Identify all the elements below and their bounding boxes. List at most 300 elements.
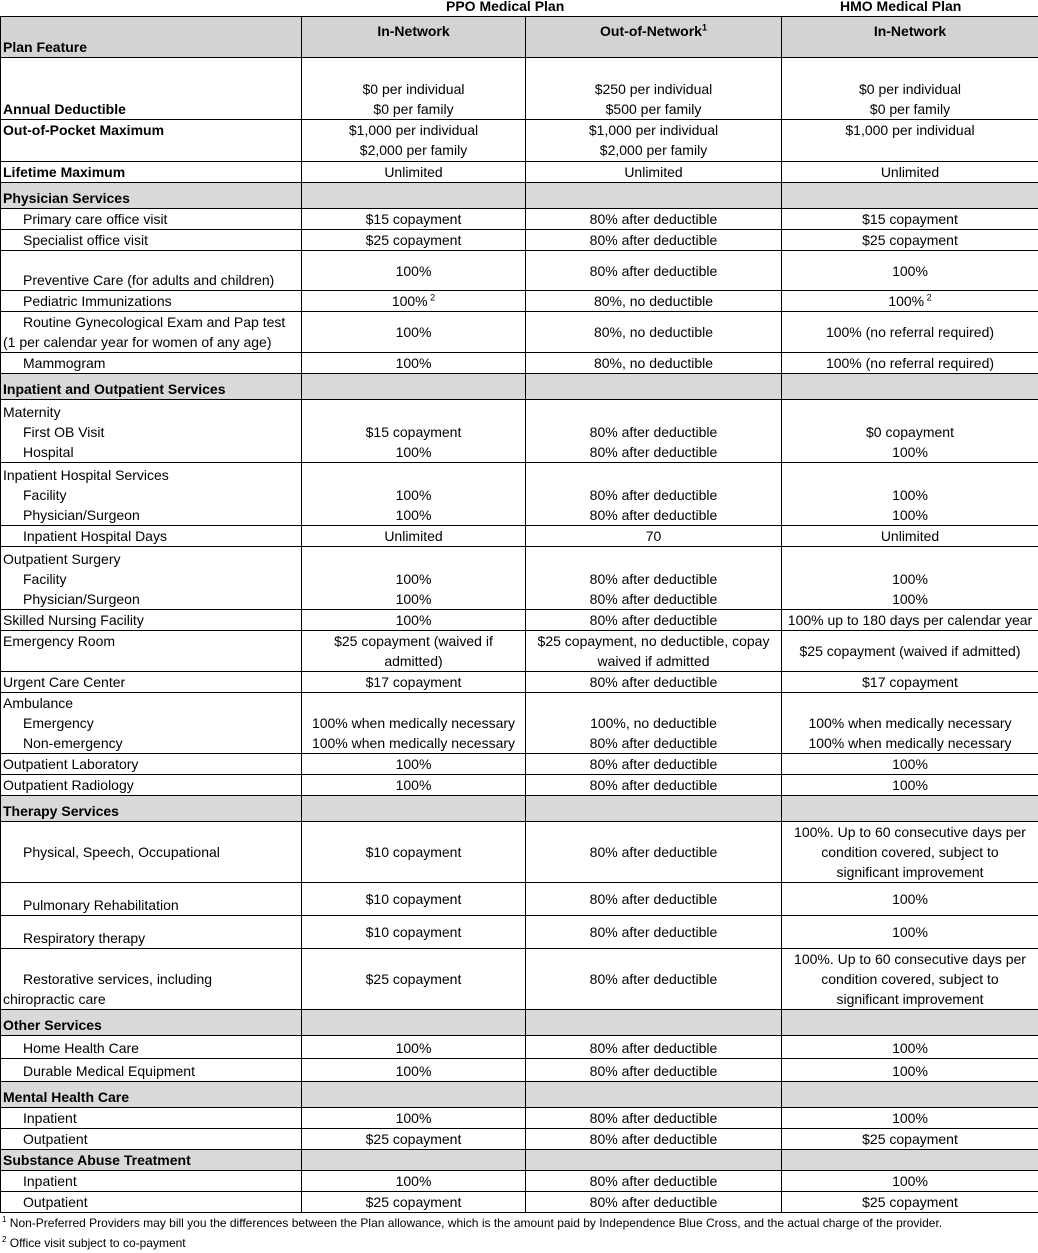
value-cell	[526, 916, 782, 949]
value-cell	[526, 58, 782, 120]
row-label-line: chiropractic care	[3, 989, 299, 1009]
table-row	[1, 463, 1038, 526]
row-label-line: Out-of-Pocket Maximum	[3, 120, 299, 140]
value-line: waived if admitted	[528, 651, 779, 671]
value-line: 80% after deductible	[528, 1129, 779, 1149]
table-row	[1, 1192, 1038, 1213]
value-line: $25 copayment	[304, 230, 523, 250]
value-cell	[526, 672, 782, 693]
value-line: 80% after deductible	[528, 1108, 779, 1128]
row-label	[1, 312, 302, 353]
value-line: Unlimited	[304, 526, 523, 546]
table-row	[1, 1036, 1038, 1059]
value-line: 80% after deductible	[528, 422, 779, 442]
section-title: Physician Services	[1, 183, 302, 209]
row-label-line: Inpatient	[3, 1108, 299, 1128]
value-cell	[526, 883, 782, 916]
table-row	[1, 162, 1038, 183]
value-cell	[782, 526, 1038, 547]
value-line: $250 per individual	[528, 79, 779, 99]
section-row	[1, 183, 1038, 209]
row-label	[1, 822, 302, 883]
value-line: 100% (no referral required)	[784, 322, 1036, 342]
value-cell	[782, 693, 1038, 754]
benefits-table	[0, 16, 1038, 1213]
value-line: 80% after deductible	[528, 1171, 779, 1191]
value-line: 100%. Up to 60 consecutive days per	[784, 949, 1036, 969]
table-row	[1, 610, 1038, 631]
value-cell	[302, 162, 526, 183]
value-line: 80% after deductible	[528, 1038, 779, 1058]
group-heading: Outpatient Surgery	[3, 549, 299, 569]
value-line: 80% after deductible	[528, 261, 779, 281]
table-row	[1, 312, 1038, 353]
value-line: $0 per individual	[784, 79, 1036, 99]
row-label	[1, 1108, 302, 1129]
value-line: 100%	[304, 1038, 523, 1058]
value-line: 100% when medically necessary	[304, 713, 523, 733]
row-label-line: (1 per calendar year for women of any age)	[3, 332, 299, 352]
table-row	[1, 754, 1038, 775]
value-cell	[782, 209, 1038, 230]
value-line: $25 copayment	[304, 969, 523, 989]
value-cell	[302, 230, 526, 251]
table-row	[1, 883, 1038, 916]
row-label	[1, 693, 302, 754]
value-line: 80% after deductible	[528, 733, 779, 753]
footnotes	[0, 1213, 1038, 1253]
value-cell	[302, 251, 526, 291]
row-label-line: Pulmonary Rehabilitation	[3, 895, 299, 915]
group-item-label: Physician/Surgeon	[3, 589, 299, 609]
value-line: 100% when medically necessary	[784, 733, 1036, 753]
row-label-line: Pediatric Immunizations	[3, 291, 299, 311]
group-item-label: Emergency	[3, 713, 299, 733]
value-cell	[782, 162, 1038, 183]
section-row	[1, 1010, 1038, 1036]
value-cell	[782, 1129, 1038, 1150]
group-heading: Ambulance	[3, 693, 299, 713]
group-item-label: Hospital	[3, 442, 299, 462]
value-line: 100% (no referral required)	[784, 353, 1036, 373]
row-label-line: Durable Medical Equipment	[3, 1061, 299, 1081]
section-empty-cell	[302, 374, 526, 400]
group-item-label: Physician/Surgeon	[3, 505, 299, 525]
value-cell	[302, 693, 526, 754]
section-empty-cell	[302, 796, 526, 822]
section-title: Inpatient and Outpatient Services	[1, 374, 302, 400]
value-line: $25 copayment	[784, 230, 1036, 250]
value-line: $1,000 per individual	[304, 120, 523, 140]
value-cell	[302, 775, 526, 796]
value-cell	[526, 949, 782, 1010]
value-cell	[302, 209, 526, 230]
group-item-label: Non-emergency	[3, 733, 299, 753]
value-cell	[782, 291, 1038, 312]
value-cell	[302, 672, 526, 693]
value-cell	[302, 631, 526, 672]
table-row	[1, 526, 1038, 547]
value-cell	[526, 693, 782, 754]
row-label-line: Specialist office visit	[3, 230, 299, 250]
value-cell	[782, 251, 1038, 291]
value-cell	[782, 58, 1038, 120]
value-line: 100%	[784, 754, 1036, 774]
row-label-line: Annual Deductible	[3, 99, 299, 119]
value-line: 80%, no deductible	[528, 322, 779, 342]
value-cell	[526, 463, 782, 526]
row-label-line: Skilled Nursing Facility	[3, 610, 299, 630]
value-cell	[782, 547, 1038, 610]
row-label	[1, 463, 302, 526]
row-label-line: Outpatient	[3, 1129, 299, 1149]
value-line: 100%	[784, 1038, 1036, 1058]
value-cell	[526, 209, 782, 230]
value-line: 80% after deductible	[528, 610, 779, 630]
section-empty-cell	[302, 1150, 526, 1171]
value-line: $25 copayment	[784, 1129, 1036, 1149]
value-line: $25 copayment (waived if admitted)	[784, 641, 1036, 661]
value-line: 100%. Up to 60 consecutive days per	[784, 822, 1036, 842]
value-line: $10 copayment	[304, 889, 523, 909]
row-label-line: Home Health Care	[3, 1038, 299, 1058]
value-cell	[526, 754, 782, 775]
row-label-line: Outpatient	[3, 1192, 299, 1212]
value-cell	[302, 883, 526, 916]
value-line: $15 copayment	[784, 209, 1036, 229]
footnote-text: Office visit subject to co-payment	[6, 1236, 185, 1250]
value-line: significant improvement	[784, 989, 1036, 1009]
value-cell	[302, 822, 526, 883]
row-label	[1, 291, 302, 312]
table-row	[1, 120, 1038, 162]
value-line: $25 copayment (waived if	[304, 631, 523, 651]
group-heading: Maternity	[3, 402, 299, 422]
value-cell	[302, 949, 526, 1010]
value-line: $17 copayment	[784, 672, 1036, 692]
section-row	[1, 374, 1038, 400]
value-line: 80% after deductible	[528, 589, 779, 609]
section-row	[1, 1150, 1038, 1171]
table-row	[1, 58, 1038, 120]
value-line: 100%	[304, 610, 523, 630]
value-line: 100%	[784, 1171, 1036, 1191]
header-plan-feature: Plan Feature	[1, 17, 302, 58]
hmo-plan-title: HMO Medical Plan	[840, 0, 961, 14]
value-line: 100% when medically necessary	[304, 733, 523, 753]
row-label	[1, 400, 302, 463]
value-cell	[302, 1036, 526, 1059]
value-cell	[782, 400, 1038, 463]
value-cell	[782, 463, 1038, 526]
value-line: 100%	[304, 775, 523, 795]
value-line: 80%, no deductible	[528, 353, 779, 373]
value-line: 100%	[784, 775, 1036, 795]
plan-heading-row	[0, 0, 1038, 16]
value-cell	[526, 120, 782, 162]
value-line: significant improvement	[784, 862, 1036, 882]
value-line: 100%	[784, 485, 1036, 505]
value-line: 100%	[304, 1061, 523, 1081]
row-label-line: Primary care office visit	[3, 209, 299, 229]
value-cell	[782, 1036, 1038, 1059]
table-row	[1, 230, 1038, 251]
value-line: 80% after deductible	[528, 230, 779, 250]
table-row	[1, 693, 1038, 754]
value-cell	[302, 526, 526, 547]
value-line: 70	[528, 526, 779, 546]
value-line: 80% after deductible	[528, 922, 779, 942]
value-cell	[782, 1171, 1038, 1192]
value-line: Unlimited	[784, 526, 1036, 546]
value-line: 100%, no deductible	[528, 713, 779, 733]
section-empty-cell	[526, 1150, 782, 1171]
row-label	[1, 610, 302, 631]
value-cell	[526, 1036, 782, 1059]
value-cell	[526, 1108, 782, 1129]
value-line: 80% after deductible	[528, 209, 779, 229]
value-cell	[302, 312, 526, 353]
row-label-line: Restorative services, including	[3, 969, 299, 989]
row-label	[1, 162, 302, 183]
value-line: $500 per family	[528, 99, 779, 119]
value-cell	[782, 916, 1038, 949]
value-line: 80% after deductible	[528, 672, 779, 692]
value-cell	[526, 775, 782, 796]
value-cell	[782, 353, 1038, 374]
value-line: $15 copayment	[304, 209, 523, 229]
row-label	[1, 949, 302, 1010]
table-row	[1, 1171, 1038, 1192]
value-cell	[782, 312, 1038, 353]
value-line: 100%	[304, 485, 523, 505]
value-line: 100%	[784, 1061, 1036, 1081]
section-empty-cell	[782, 1082, 1038, 1108]
value-cell	[526, 400, 782, 463]
value-line: 80% after deductible	[528, 754, 779, 774]
row-label	[1, 120, 302, 162]
section-empty-cell	[782, 1150, 1038, 1171]
row-label-line: Inpatient Hospital Days	[3, 526, 299, 546]
value-line: $0 per individual	[304, 79, 523, 99]
value-line: 100%	[784, 589, 1036, 609]
value-line: $0 per family	[784, 99, 1036, 119]
value-cell	[302, 1059, 526, 1082]
value-cell	[526, 822, 782, 883]
value-cell	[526, 251, 782, 291]
table-row	[1, 672, 1038, 693]
header-hmo-in-network: In-Network	[782, 17, 1038, 58]
value-line: Unlimited	[784, 162, 1036, 182]
footnote	[0, 1213, 1038, 1233]
value-line: condition covered, subject to	[784, 842, 1036, 862]
row-label	[1, 631, 302, 672]
row-label	[1, 1129, 302, 1150]
value-line: condition covered, subject to	[784, 969, 1036, 989]
value-line: $0 per family	[304, 99, 523, 119]
value-line: 100%	[784, 261, 1036, 281]
section-empty-cell	[526, 1082, 782, 1108]
value-cell	[782, 230, 1038, 251]
value-line: $2,000 per family	[528, 140, 779, 160]
footnote-marker: 2	[924, 292, 932, 302]
table-header-row	[1, 17, 1038, 58]
table-row	[1, 631, 1038, 672]
value-line: $17 copayment	[304, 672, 523, 692]
row-label	[1, 754, 302, 775]
group-item-label: First OB Visit	[3, 422, 299, 442]
value-line: $25 copayment	[784, 1192, 1036, 1212]
value-line: 100%	[304, 353, 523, 373]
value-line: Unlimited	[528, 162, 779, 182]
value-line: 80% after deductible	[528, 842, 779, 862]
value-line: 100%	[304, 442, 523, 462]
value-line: 80% after deductible	[528, 505, 779, 525]
value-line: 100% up to 180 days per calendar year	[784, 610, 1036, 630]
value-line: 80% after deductible	[528, 1061, 779, 1081]
group-item-label: Facility	[3, 569, 299, 589]
row-label	[1, 353, 302, 374]
row-label	[1, 1059, 302, 1082]
value-cell	[526, 1129, 782, 1150]
value-line: 80% after deductible	[528, 889, 779, 909]
table-row	[1, 547, 1038, 610]
row-label	[1, 526, 302, 547]
value-cell	[526, 610, 782, 631]
value-cell	[782, 754, 1038, 775]
value-line: 100% when medically necessary	[784, 713, 1036, 733]
footnote-marker: 2	[428, 292, 436, 302]
value-cell	[302, 916, 526, 949]
row-label	[1, 209, 302, 230]
table-row	[1, 400, 1038, 463]
footnote-text: Non-Preferred Providers may bill you the differences between the Plan allowance, which is the amount paid by Independence Blue Cross, and the actual charge of the provider.	[6, 1216, 942, 1230]
value-line: $25 copayment	[304, 1129, 523, 1149]
value-cell	[302, 1129, 526, 1150]
row-label-line: Mammogram	[3, 353, 299, 373]
value-cell	[526, 1059, 782, 1082]
table-row	[1, 251, 1038, 291]
value-cell	[526, 526, 782, 547]
value-cell	[302, 610, 526, 631]
section-empty-cell	[302, 1010, 526, 1036]
header-ppo-in-network: In-Network	[302, 17, 526, 58]
value-cell	[782, 631, 1038, 672]
value-line: $2,000 per family	[304, 140, 523, 160]
table-row	[1, 822, 1038, 883]
value-line: 100%	[304, 569, 523, 589]
value-line: 80% after deductible	[528, 442, 779, 462]
row-label-line: Outpatient Radiology	[3, 775, 299, 795]
value-cell	[526, 162, 782, 183]
value-line: $25 copayment	[304, 1192, 523, 1212]
section-title: Therapy Services	[1, 796, 302, 822]
section-empty-cell	[526, 183, 782, 209]
section-empty-cell	[782, 183, 1038, 209]
value-line: 100%	[784, 922, 1036, 942]
section-empty-cell	[526, 374, 782, 400]
value-cell	[302, 291, 526, 312]
value-line: $10 copayment	[304, 842, 523, 862]
value-line: 80% after deductible	[528, 485, 779, 505]
value-line: admitted)	[304, 651, 523, 671]
row-label	[1, 883, 302, 916]
section-empty-cell	[782, 796, 1038, 822]
value-line: 100%	[304, 1171, 523, 1191]
row-label-line: Physical, Speech, Occupational	[3, 842, 299, 862]
footnote-mark: 2	[2, 1235, 6, 1244]
value-line: $25 copayment, no deductible, copay	[528, 631, 779, 651]
row-label	[1, 775, 302, 796]
table-row	[1, 1059, 1038, 1082]
value-line: 100%	[784, 569, 1036, 589]
value-cell	[302, 400, 526, 463]
value-line: 80% after deductible	[528, 775, 779, 795]
value-cell	[302, 547, 526, 610]
table-row	[1, 1108, 1038, 1129]
value-cell	[302, 1192, 526, 1213]
group-item-label: Facility	[3, 485, 299, 505]
value-cell	[782, 822, 1038, 883]
value-cell	[782, 883, 1038, 916]
value-cell	[526, 1192, 782, 1213]
value-line: 100%	[784, 1108, 1036, 1128]
section-empty-cell	[526, 1010, 782, 1036]
row-label	[1, 251, 302, 291]
value-cell	[526, 312, 782, 353]
row-label	[1, 547, 302, 610]
value-cell	[782, 610, 1038, 631]
value-cell	[526, 291, 782, 312]
row-label-line: Preventive Care (for adults and children)	[3, 270, 299, 290]
value-line: 100% $^2$	[784, 291, 1036, 311]
value-line: 100%	[304, 754, 523, 774]
value-cell	[302, 754, 526, 775]
value-line: 100%	[304, 322, 523, 342]
table-row	[1, 209, 1038, 230]
value-line: $15 copayment	[304, 422, 523, 442]
row-label-line: Routine Gynecological Exam and Pap test	[3, 312, 299, 332]
value-line: 100%	[304, 261, 523, 281]
row-label	[1, 1036, 302, 1059]
section-empty-cell	[302, 1082, 526, 1108]
value-line: 100%	[304, 589, 523, 609]
value-cell	[782, 1108, 1038, 1129]
section-empty-cell	[302, 183, 526, 209]
row-label-line: Lifetime Maximum	[3, 162, 299, 182]
table-row	[1, 291, 1038, 312]
row-label	[1, 58, 302, 120]
value-line: $0 copayment	[784, 422, 1036, 442]
section-title: Other Services	[1, 1010, 302, 1036]
footnote	[0, 1233, 1038, 1253]
value-cell	[526, 1171, 782, 1192]
row-label-line: Urgent Care Center	[3, 672, 299, 692]
table-row	[1, 775, 1038, 796]
value-line: 80%, no deductible	[528, 291, 779, 311]
value-line: 100%	[784, 442, 1036, 462]
value-cell	[302, 120, 526, 162]
value-cell	[302, 1108, 526, 1129]
value-cell	[782, 949, 1038, 1010]
ppo-plan-title: PPO Medical Plan	[446, 0, 564, 14]
value-line: 100% $^2$	[304, 291, 523, 311]
value-line: Unlimited	[304, 162, 523, 182]
section-title: Mental Health Care	[1, 1082, 302, 1108]
table-row	[1, 916, 1038, 949]
value-cell	[302, 1171, 526, 1192]
header-ppo-out-of-network: Out-of-Network$^1$	[526, 17, 782, 58]
